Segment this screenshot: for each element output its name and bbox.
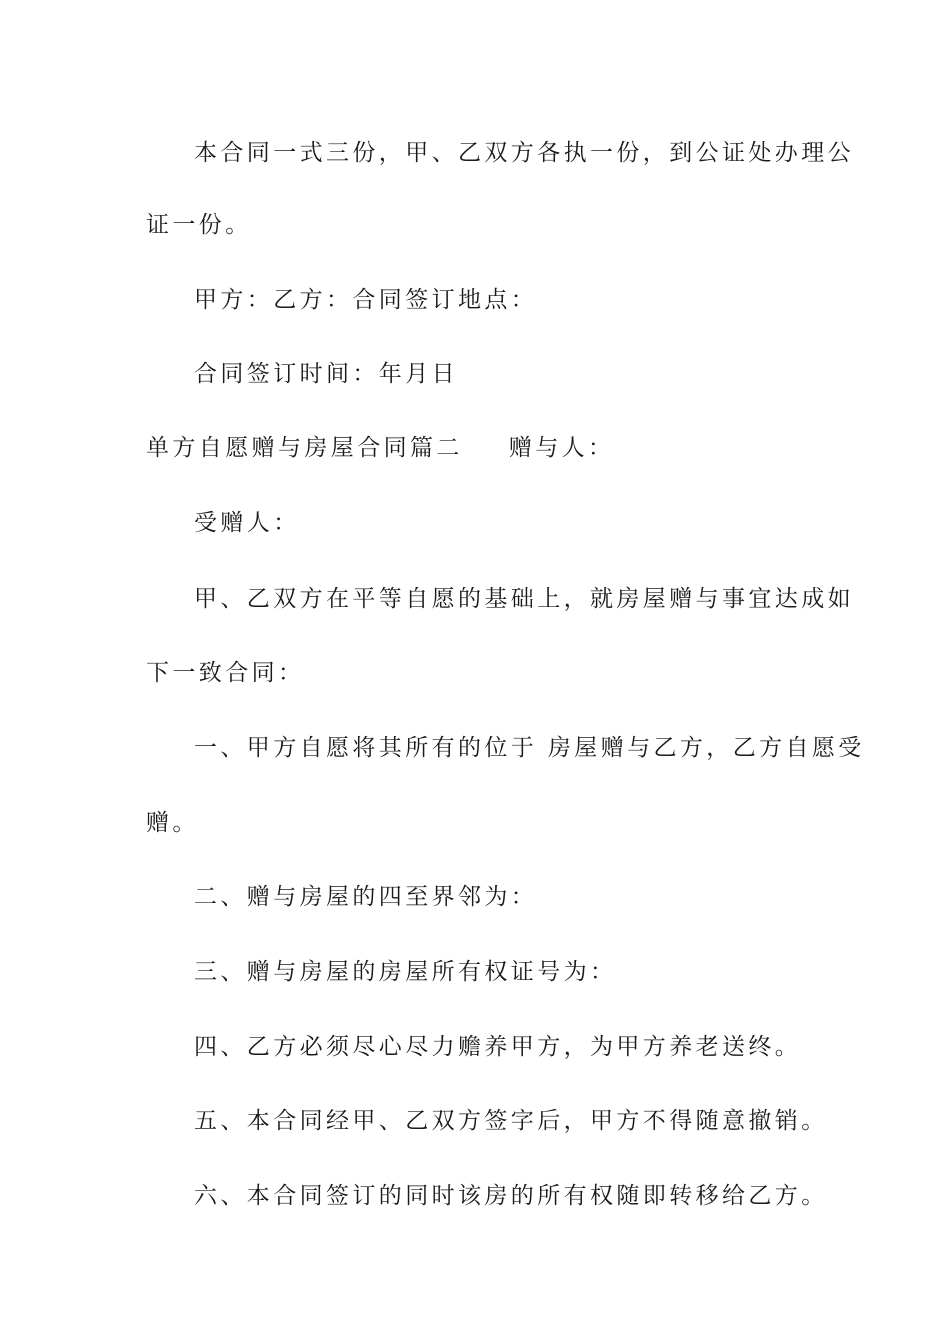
- paragraph-copies-line-1: 本合同一式三份，甲、乙双方各执一份，到公证处办理公: [194, 140, 854, 166]
- paragraph-copies-line-2: 证一份。: [146, 212, 252, 238]
- section-heading: 单方自愿赠与房屋合同篇二: [146, 435, 463, 461]
- agreement-intro-line-1: 甲、乙双方在平等自愿的基础上，就房屋赠与事宜达成如: [194, 586, 854, 612]
- donor-label: 赠与人：: [508, 435, 615, 461]
- agreement-intro-line-2: 下一致合同：: [146, 660, 305, 686]
- section-heading-row: [146, 433, 614, 463]
- clause-1-line-1: 一、甲方自愿将其所有的位于 房屋赠与乙方，乙方自愿受: [194, 735, 865, 761]
- clause-1-line-2: 赠。: [146, 810, 199, 836]
- donee-label: 受赠人：: [194, 510, 300, 536]
- clause-6: 六、本合同签订的同时该房的所有权随即转移给乙方。: [194, 1183, 828, 1209]
- clause-2: 二、赠与房屋的四至界邻为：: [194, 884, 538, 910]
- parties-signing-place: 甲方：乙方：合同签订地点：: [194, 287, 538, 313]
- signing-date: 合同签订时间：年月日: [194, 361, 458, 387]
- clause-4: 四、乙方必须尽心尽力赡养甲方，为甲方养老送终。: [194, 1034, 802, 1060]
- clause-3: 三、赠与房屋的房屋所有权证号为：: [194, 959, 617, 985]
- clause-5: 五、本合同经甲、乙双方签字后，甲方不得随意撤销。: [194, 1108, 828, 1134]
